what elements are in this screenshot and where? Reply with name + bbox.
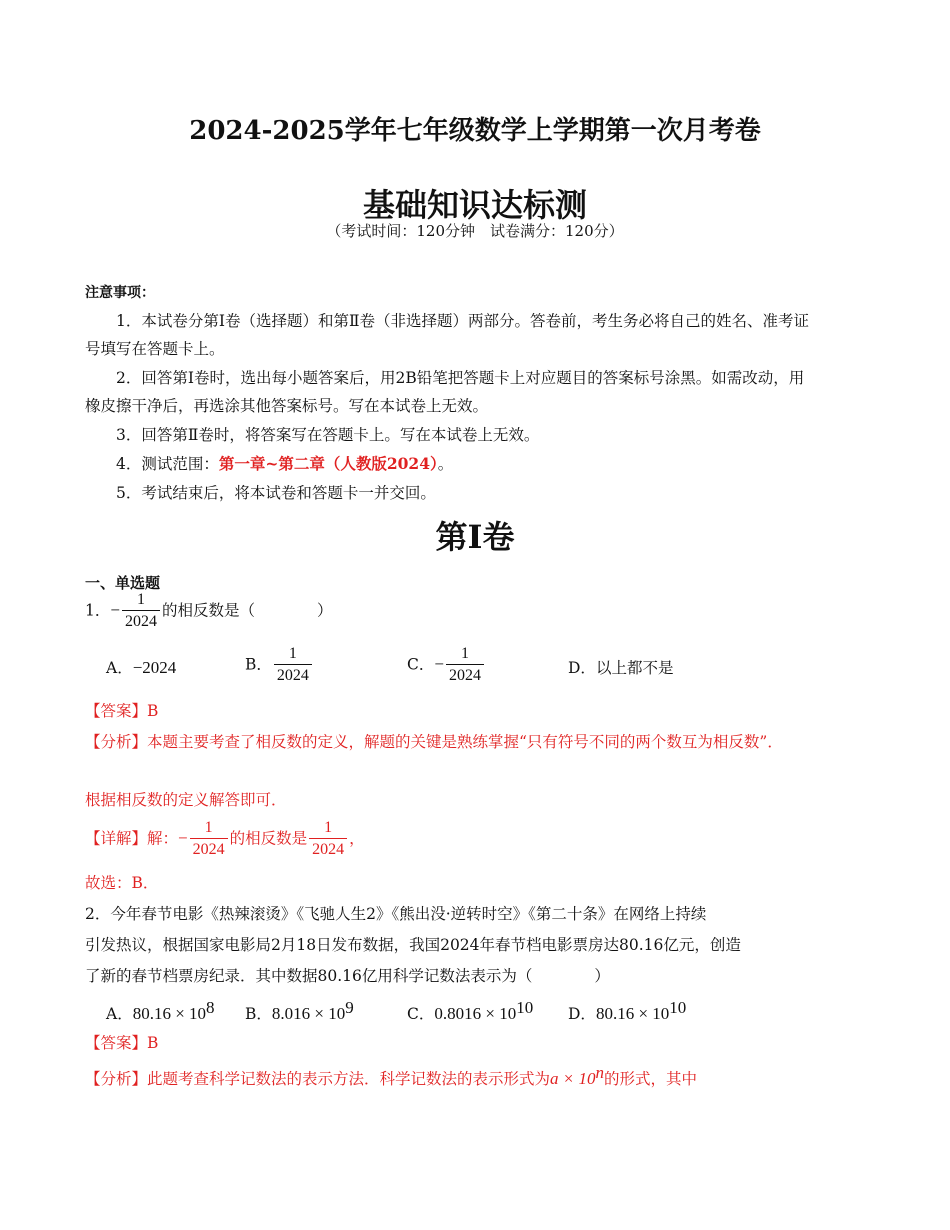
option-label: C． [407,1005,435,1024]
q1-number: 1． [85,601,111,620]
frac-den: 2024 [276,667,309,684]
q2-analysis-pre: 【分析】此题考查科学记数法的表示方法．科学记数法的表示形式为 [85,1070,551,1089]
frac-den: 2024 [192,841,225,858]
q1-frac-den: 2024 [124,613,157,630]
option-label: D． [568,1005,596,1024]
q2-answer: 【答案】B [85,1034,159,1052]
option-fraction [274,644,312,687]
frac-den: 2024 [312,841,345,858]
test-range: 第一章~第二章（人教版2024） [218,454,438,473]
notice-item-4 [85,450,815,478]
option-base: 8.016 × 10 [271,1004,346,1024]
notice-item-2: 2．回答第Ⅰ卷时，选出每小题答案后，用2B铅笔把答题卡上对应题目的答案标号涂黑。如需改动，用橡皮擦干净后，再选涂其他答案标号。写在本试卷上无效。 [85,369,805,415]
section-heading: 一、单选题 [85,574,161,592]
option-value: −2024 [132,658,177,677]
q1-sign: − [110,600,120,620]
q1-detail-mid: 的相反数是 [229,829,308,848]
frac-num: 1 [309,818,347,839]
frac-num: 1 [274,644,312,665]
q2-analysis-exponent: n [595,1063,604,1082]
q1-frac-num: 1 [122,590,160,611]
q1-option-c [407,644,486,687]
q1-detail-label: 【详解】解： [85,829,179,848]
notice-item-5: 5．考试结束后，将本试卷和答题卡一并交回。 [116,484,436,502]
q1-fraction [122,590,160,633]
q1-stem [85,590,332,633]
option-label: A． [106,1005,133,1024]
q2-line-2: 引发热议，根据国家电影局2月18日发布数据，我国2024年春节档电影票房达80.16亿元，创造 [85,936,741,954]
q2-option-a [106,998,215,1024]
q1-stem-text: 的相反数是（ ） [161,601,333,620]
frac-num: 1 [446,644,484,665]
q1-detail-fraction-2 [309,818,347,861]
q1-conclusion: 故选：B． [85,874,159,892]
option-label: C． [407,655,435,674]
exam-title: 2024-2025学年七年级数学上学期第一次月考卷 [189,116,761,146]
option-base: 80.16 × 10 [595,1004,670,1024]
q2-option-d [568,998,686,1024]
notice-item-3: 3．回答第Ⅱ卷时，将答案写在答题卡上。写在本试卷上无效。 [116,426,540,444]
q2-line-1: 2．今年春节电影《热辣滚烫》《飞驰人生2》《熊出没·逆转时空》《第二十条》在网络上持续 [85,905,707,923]
option-value: 以上都不是 [595,659,674,677]
q1-option-a [106,656,176,678]
option-exponent: 9 [345,998,354,1017]
frac-num: 1 [190,818,228,839]
option-exponent: 10 [516,998,534,1017]
q1-option-b [245,644,314,687]
q2-analysis-post: 的形式，其中 [604,1070,698,1089]
option-exponent: 8 [206,998,215,1017]
notice-item-4-suffix: 。 [437,455,454,473]
q1-analysis-2: 根据相反数的定义解答即可． [85,791,287,809]
q1-detail-fraction [190,818,228,861]
option-label: B． [245,655,272,674]
q2-analysis-math: a × 10 [550,1069,596,1089]
q2-line-3: 了新的春节档票房纪录．其中数据80.16亿用科学记数法表示为（ ） [85,967,610,985]
q1-option-d [568,656,673,678]
option-label: A． [106,659,133,677]
q1-detail-sign: − [178,828,188,848]
q1-detail [85,818,365,861]
notice-item-4-prefix: 4．测试范围： [116,455,219,473]
notice-heading: 注意事项： [85,285,155,301]
option-label: D． [568,659,596,677]
q2-option-b [245,998,354,1024]
option-label: B． [245,1005,272,1024]
q2-analysis [85,1063,697,1089]
exam-subtitle: 基础知识达标测 [362,186,587,224]
exam-info: （考试时间：120分钟 试卷满分：120分） [326,222,624,240]
q1-detail-end: ， [349,829,365,848]
option-base: 80.16 × 10 [132,1004,207,1024]
option-sign: − [434,654,444,674]
q1-answer: 【答案】B [85,702,159,720]
option-exponent: 10 [669,998,687,1017]
q2-option-c [407,998,533,1024]
option-fraction [446,644,484,687]
volume-title: 第Ⅰ卷 [435,518,515,556]
notice-item-1: 1．本试卷分第Ⅰ卷（选择题）和第Ⅱ卷（非选择题）两部分。答卷前，考生务必将自己的姓名、准考证号填写在答题卡上。 [85,312,810,358]
q1-analysis: 【分析】本题主要考查了相反数的定义，解题的关键是熟练掌握“只有符号不同的两个数互为相反数”． [85,733,783,751]
frac-den: 2024 [448,667,481,684]
option-base: 0.8016 × 10 [434,1004,517,1024]
